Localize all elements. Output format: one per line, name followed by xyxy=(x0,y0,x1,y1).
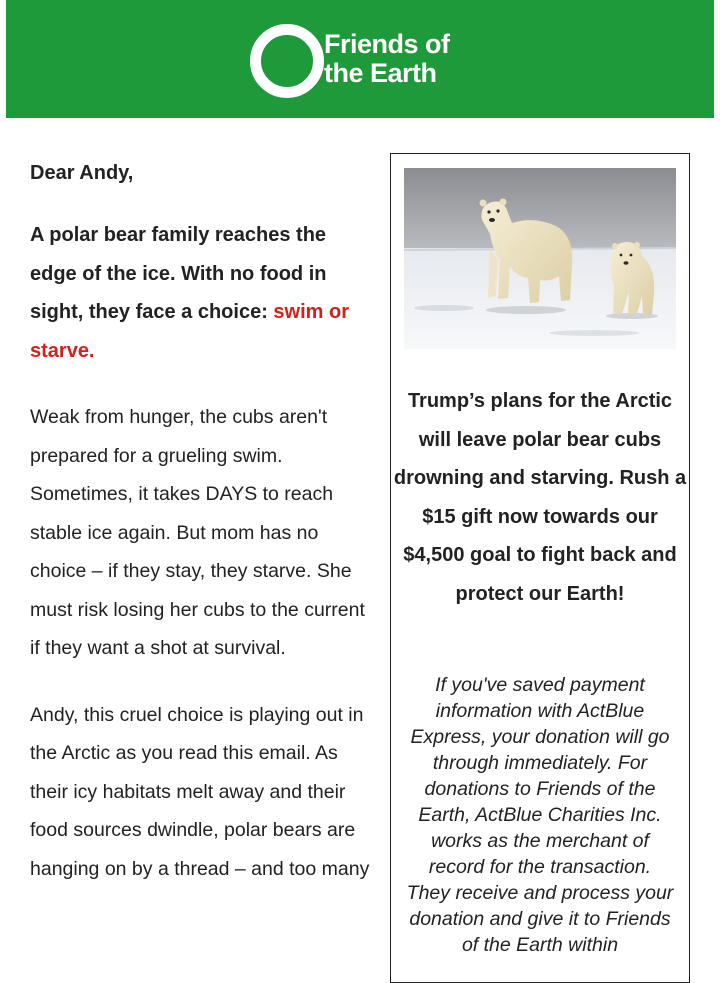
logo-line-1: Friends of xyxy=(324,29,450,59)
lead-emphasis: swim or starve. xyxy=(30,301,349,362)
friends-of-the-earth-logo[interactable] xyxy=(250,22,490,96)
email-header xyxy=(6,0,714,118)
donation-appeal: Trump’s plans for the Arctic will leave polar bear cubs drowning and starving. Rush a $15 gift now towards our $4,500 goal to fight back and protect our Earth! xyxy=(393,390,687,605)
lead-text: A polar bear family reaches the edge of the ice. With no food in sight, they face a choice: xyxy=(30,224,327,323)
body-paragraph-2: Andy, this cruel choice is playing out in the Arctic as you read this email. As their icy habitats melt away and their food sources dwindle, polar bears are hanging on by a thread – and too many xyxy=(30,703,370,880)
donation-sidebar xyxy=(390,153,690,983)
earth-ring-icon xyxy=(250,24,324,98)
greeting: Dear Andy, xyxy=(30,162,134,184)
body-paragraph-1: Weak from hunger, the cubs aren't prepared for a grueling swim. Sometimes, it takes DAYS to reach stable ice again. But mom has no choice – if they stay, they starve. She must risk losing her cubs to the current if they want a shot at survival. xyxy=(30,406,365,659)
actblue-disclaimer: If you've saved payment information with ActBlue Express, your donation will go through immediately. For donations to Friends of the Earth, ActBlue Charities Inc. works as the merchant of record for the transaction. They receive and process your donation and give it to Friends of the Earth within xyxy=(406,674,674,956)
logo-line-2: the Earth xyxy=(324,58,437,88)
lead-paragraph xyxy=(30,216,375,370)
logo-wordmark xyxy=(324,30,450,88)
polar-bears-photo[interactable] xyxy=(404,168,676,349)
email-body xyxy=(30,156,375,888)
